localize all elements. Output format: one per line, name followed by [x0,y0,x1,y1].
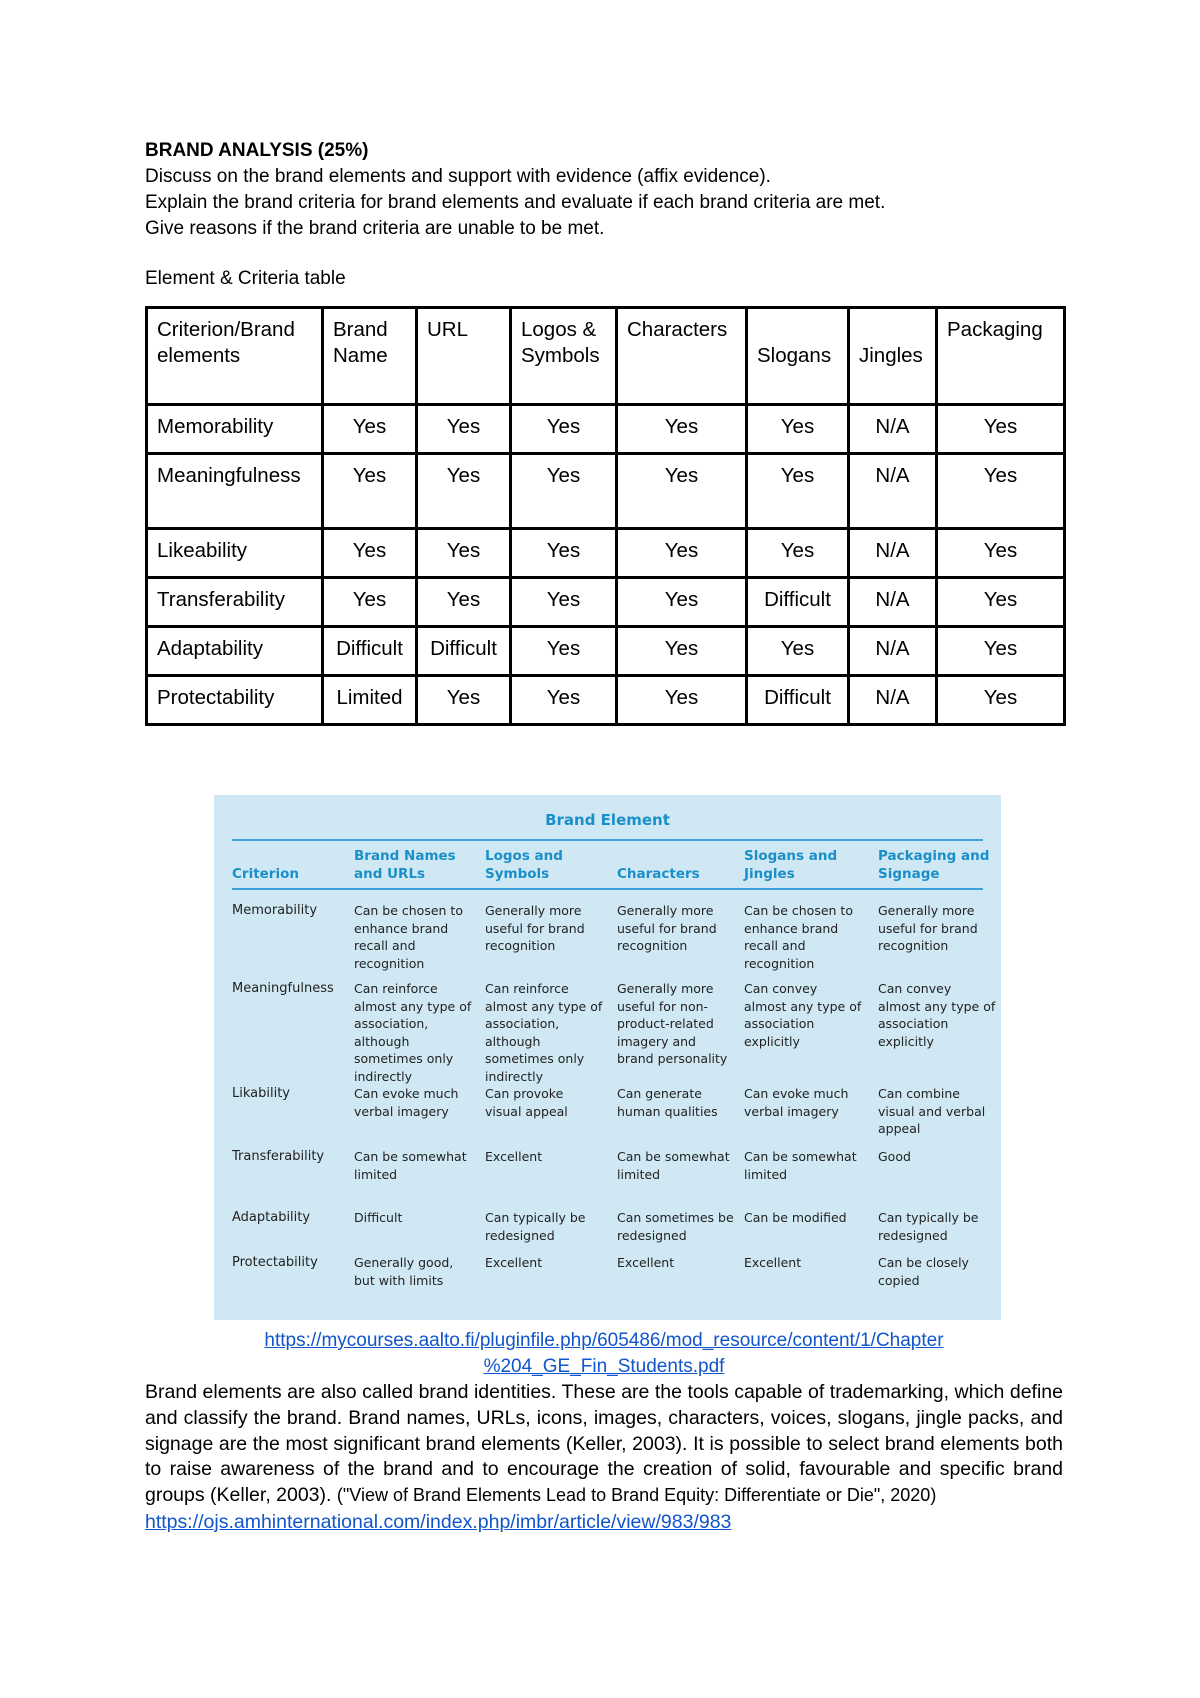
row-label: Transferability [147,578,323,627]
figure-row-label: Meaningfulness [232,981,334,996]
instruction-1: Discuss on the brand elements and support with evidence (affix evidence). [145,166,771,187]
figure-cell: Generally more useful for brand recognition [485,903,585,953]
figure-column-header: Brand Names and URLs [354,848,456,882]
figure-top-rule [232,839,983,841]
figure-source-link-line1[interactable]: https://mycourses.aalto.fi/pluginfile.php/605486/mod_resource/content/1/Chapter [264,1330,944,1351]
figure-row-label: Adaptability [232,1210,311,1225]
instruction-3: Give reasons if the brand criteria are unable to be met. [145,218,605,239]
body-paragraph [145,1380,1063,1509]
instruction-2: Explain the brand criteria for brand elements and evaluate if each brand criteria are met. [145,192,886,213]
figure-cell: Good [878,1149,911,1164]
header-cell: Jingles [849,308,937,405]
table-cell: Yes [937,405,1065,454]
table-cell: N/A [849,454,937,529]
row-label: Meaningfulness [147,454,323,529]
figure-cell: Can evoke much verbal imagery [354,1086,459,1119]
table-cell: Yes [747,627,849,676]
table-cell: Yes [417,405,511,454]
header-cell: Slogans [747,308,849,405]
table-cell: Yes [417,529,511,578]
table-cell: Yes [747,454,849,529]
figure-cell: Generally more useful for non-product-related imagery and brand personality [617,981,728,1066]
figure-cell: Excellent [617,1255,675,1270]
table-cell: Yes [511,676,617,725]
table-cell: Yes [323,529,417,578]
table-cell: Yes [617,454,747,529]
figure-cell: Generally more useful for brand recognition [878,903,978,953]
table-cell: Yes [937,578,1065,627]
row-label: Protectability [147,676,323,725]
figure-cell: Can be somewhat limited [617,1149,730,1182]
figure-cell: Can convey almost any type of association explicitly [878,981,996,1049]
figure-cell: Difficult [354,1210,403,1225]
table-cell: Yes [747,529,849,578]
figure-row-label: Memorability [232,903,318,918]
table-cell: Yes [937,454,1065,529]
table-cell: Yes [511,529,617,578]
table-row [147,529,1065,578]
table-row [147,627,1065,676]
table-row [147,578,1065,627]
table-cell: Yes [617,529,747,578]
figure-row-label: Likability [232,1086,290,1101]
table-caption: Element & Criteria table [145,268,346,289]
citation-text: ("View of Brand Elements Lead to Brand Equity: Differentiate or Die", 2020) [336,1485,937,1506]
table-cell: Yes [323,454,417,529]
figure-column-header: Packaging and Signage [878,848,990,882]
table-cell: N/A [849,578,937,627]
figure-source-link[interactable] [145,1328,1063,1380]
figure-cell: Can be modified [744,1210,847,1225]
figure-corner-header: Criterion [232,866,299,882]
paragraph-text: Brand elements are also called brand identities. These are the tools capable of trademarking, which define and classify the brand. Brand names, URLs, icons, images, characters, voices, slogans, jingle packs, and signage are the most significant brand elements (Keller, 2003). It is possible to select brand elements both to raise awareness of the brand and to encourage the creation of solid, favourable and specific brand groups (Keller, 2003). [145,1381,1063,1507]
table-cell: Yes [937,676,1065,725]
table-cell: Limited [323,676,417,725]
table-cell: Yes [937,627,1065,676]
figure-header-rule [232,888,983,890]
figure-cell: Can reinforce almost any type of association, although sometimes only indirectly [354,981,472,1084]
source-link[interactable]: https://ojs.amhinternational.com/index.php/imbr/article/view/983/983 [145,1510,732,1533]
figure-row-label: Transferability [232,1149,325,1164]
figure-cell: Can be chosen to enhance brand recall and recognition [354,903,463,971]
figure-cell: Can provoke visual appeal [485,1086,568,1119]
figure-cell: Can be somewhat limited [354,1149,467,1182]
figure-cell: Can convey almost any type of association explicitly [744,981,862,1049]
row-label: Likeability [147,529,323,578]
table-cell: Yes [747,405,849,454]
source-link-wrap [145,1509,1063,1535]
header-cell: Brand Name [323,308,417,405]
header-cell: Criterion/Brand elements [147,308,323,405]
table-cell: Difficult [323,627,417,676]
table-cell: N/A [849,627,937,676]
header-cell: Packaging [937,308,1065,405]
table-cell: Yes [323,405,417,454]
table-cell: Difficult [747,676,849,725]
table-cell: Yes [417,578,511,627]
table-cell: N/A [849,676,937,725]
criteria-table [145,306,1066,726]
table-cell: Yes [511,578,617,627]
table-cell: Yes [617,578,747,627]
document-page [145,138,1063,726]
table-cell: Yes [511,627,617,676]
figure-cell: Can combine visual and verbal appeal [878,1086,986,1136]
figure-cell: Excellent [744,1255,802,1270]
table-row [147,676,1065,725]
figure-cell: Can typically be redesigned [878,1210,979,1243]
table-header-row [147,308,1065,405]
header-cell: Logos & Symbols [511,308,617,405]
table-cell: N/A [849,529,937,578]
header-cell: Characters [617,308,747,405]
table-cell: Yes [617,627,747,676]
figure-row-label: Protectability [232,1255,318,1270]
figure-column-header: Logos and Symbols [485,848,563,882]
table-cell: Yes [511,405,617,454]
figure-cell: Can typically be redesigned [485,1210,586,1243]
table-cell: Yes [617,405,747,454]
figure-cell: Excellent [485,1255,543,1270]
table-cell: Yes [511,454,617,529]
figure-cell: Can evoke much verbal imagery [744,1086,849,1119]
figure-cell: Can reinforce almost any type of association, although sometimes only indirectly [485,981,603,1084]
row-label: Adaptability [147,627,323,676]
table-cell: Yes [323,578,417,627]
table-row [147,454,1065,529]
table-cell: Yes [417,676,511,725]
figure-source-link-line2[interactable]: %204_GE_Fin_Students.pdf [483,1356,725,1377]
figure-cell: Generally more useful for brand recognition [617,903,717,953]
figure-cell: Can be somewhat limited [744,1149,857,1182]
table-cell: Difficult [747,578,849,627]
figure-cell: Can be closely copied [878,1255,969,1288]
body-section [145,1328,1063,1535]
figure-cell: Excellent [485,1149,543,1164]
figure-cell: Can generate human qualities [617,1086,718,1119]
figure-title: Brand Element [545,811,670,829]
table-cell: Difficult [417,627,511,676]
table-row [147,405,1065,454]
header-cell: URL [417,308,511,405]
table-cell: Yes [617,676,747,725]
brand-element-figure [214,795,1001,1320]
table-cell: N/A [849,405,937,454]
figure-cell: Can sometimes be redesigned [617,1210,734,1243]
page-heading: BRAND ANALYSIS (25%) [145,140,369,161]
row-label: Memorability [147,405,323,454]
figure-column-header: Characters [617,866,700,882]
figure-cell: Can be chosen to enhance brand recall and recognition [744,903,853,971]
figure-column-header: Slogans and Jingles [744,848,838,882]
table-cell: Yes [417,454,511,529]
table-cell: Yes [937,529,1065,578]
figure-cell: Generally good, but with limits [354,1255,454,1288]
